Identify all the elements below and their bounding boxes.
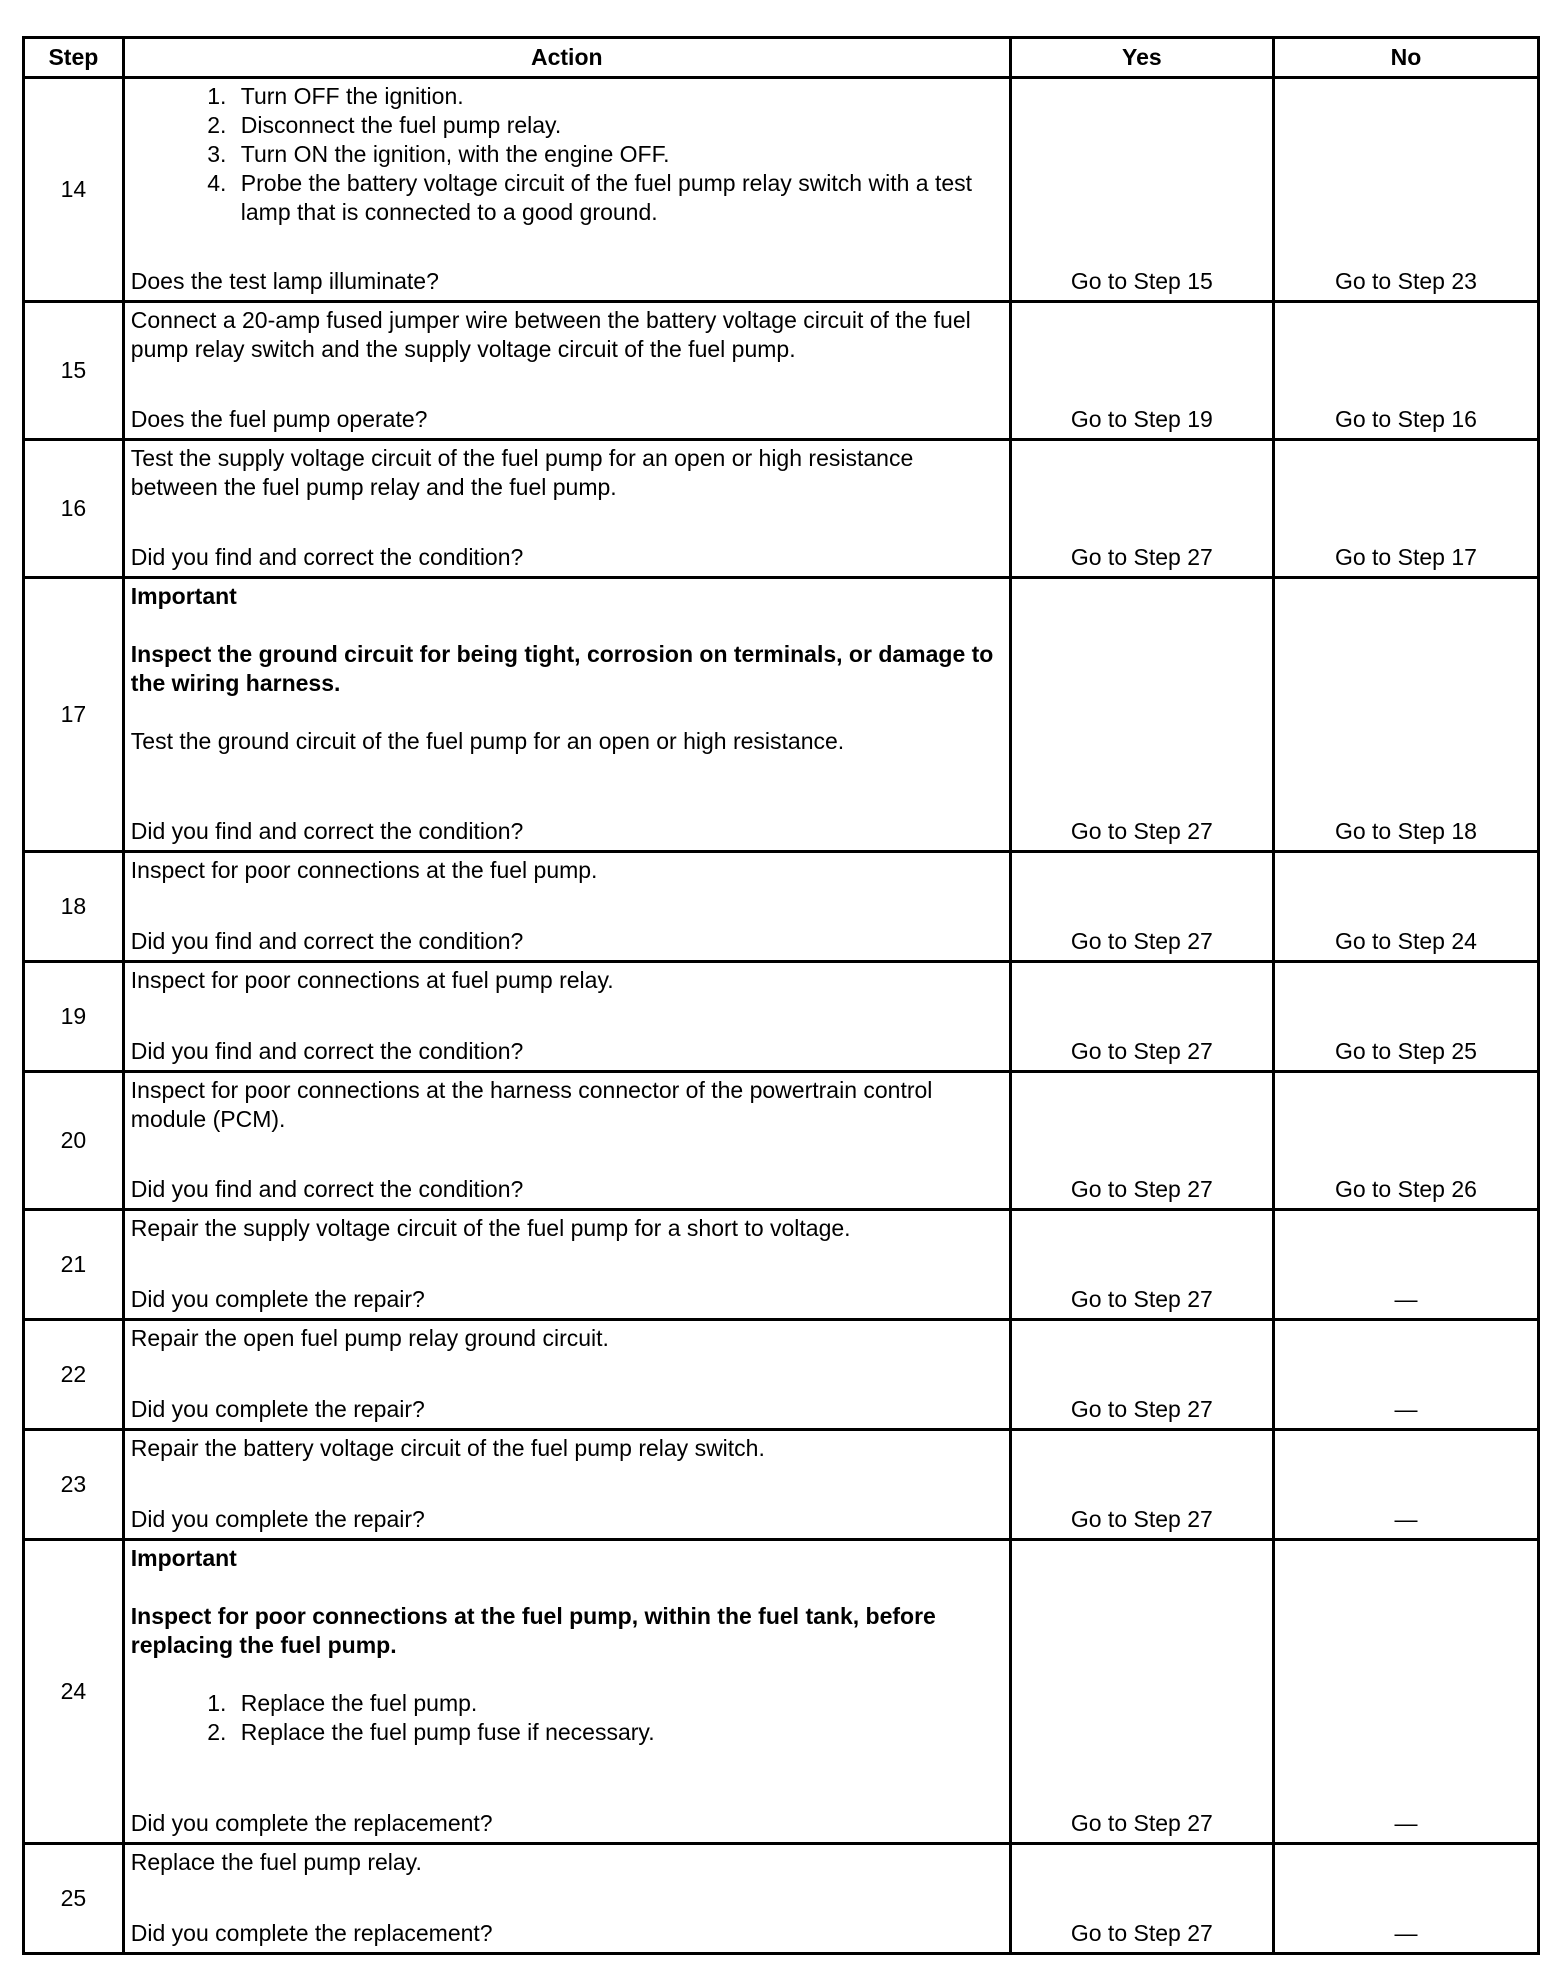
action-cell: [123, 78, 1010, 302]
list-item: 4. Probe the battery voltage circuit of the fuel pump relay switch with a test lamp that is connected to a good ground.: [233, 169, 1003, 227]
list-item: 3. Turn ON the ignition, with the engine OFF.: [233, 140, 1003, 169]
yes-result: Go to Step 27: [1010, 1072, 1273, 1210]
list-item: 1. Turn OFF the ignition.: [233, 82, 1003, 111]
important-text: Inspect the ground circuit for being tight, corrosion on terminals, or damage to the wiring harness.: [130, 641, 994, 696]
table-row: [24, 1844, 1539, 1954]
table-row: [24, 578, 1539, 852]
action-question: Did you complete the replacement?: [130, 1920, 493, 1946]
step-number: 17: [24, 578, 124, 852]
table-row: [24, 1430, 1539, 1540]
important-text: Inspect for poor connections at the fuel pump, within the fuel tank, before replacing the fuel pump.: [130, 1603, 936, 1658]
header-yes: Yes: [1010, 38, 1273, 78]
no-result: —: [1273, 1540, 1538, 1844]
important-label: Important: [130, 1545, 237, 1571]
action-text: Repair the battery voltage circuit of the fuel pump relay switch.: [130, 1435, 765, 1461]
table-row: [24, 1072, 1539, 1210]
yes-result: Go to Step 27: [1010, 1210, 1273, 1320]
step-number: 16: [24, 440, 124, 578]
table-header-row: [24, 38, 1539, 78]
yes-result: Go to Step 27: [1010, 1540, 1273, 1844]
table-row: [24, 1320, 1539, 1430]
yes-result: Go to Step 27: [1010, 852, 1273, 962]
no-result: —: [1273, 1430, 1538, 1540]
step-number: 24: [24, 1540, 124, 1844]
action-text: Replace the fuel pump relay.: [130, 1849, 422, 1875]
action-question: Did you complete the repair?: [130, 1286, 425, 1312]
action-cell: [123, 1210, 1010, 1320]
action-text: Inspect for poor connections at fuel pump relay.: [130, 967, 614, 993]
yes-result: Go to Step 19: [1010, 302, 1273, 440]
no-result: Go to Step 16: [1273, 302, 1538, 440]
step-number: 21: [24, 1210, 124, 1320]
no-result: —: [1273, 1210, 1538, 1320]
action-question: Did you complete the repair?: [130, 1506, 425, 1532]
action-list: [131, 1689, 1003, 1747]
action-question: Did you find and correct the condition?: [130, 544, 524, 570]
action-question: Does the test lamp illuminate?: [130, 268, 439, 294]
action-cell: [123, 1320, 1010, 1430]
step-number: 23: [24, 1430, 124, 1540]
action-text: Inspect for poor connections at the fuel pump.: [130, 857, 598, 883]
table-row: [24, 78, 1539, 302]
no-result: Go to Step 24: [1273, 852, 1538, 962]
diagnostic-steps-table: [22, 36, 1540, 1955]
action-question: Did you complete the repair?: [130, 1396, 425, 1422]
no-result: Go to Step 23: [1273, 78, 1538, 302]
action-cell: [123, 1430, 1010, 1540]
action-cell: [123, 1540, 1010, 1844]
action-cell: [123, 852, 1010, 962]
step-number: 20: [24, 1072, 124, 1210]
action-cell: [123, 440, 1010, 578]
yes-result: Go to Step 27: [1010, 578, 1273, 852]
action-cell: [123, 302, 1010, 440]
action-text: Repair the supply voltage circuit of the fuel pump for a short to voltage.: [130, 1215, 851, 1241]
step-number: 15: [24, 302, 124, 440]
action-question: Did you find and correct the condition?: [130, 1038, 524, 1064]
header-action: Action: [123, 38, 1010, 78]
no-result: Go to Step 18: [1273, 578, 1538, 852]
yes-result: Go to Step 27: [1010, 1844, 1273, 1954]
table-row: [24, 962, 1539, 1072]
action-text: Inspect for poor connections at the harness connector of the powertrain control module (PCM).: [130, 1077, 933, 1132]
no-result: —: [1273, 1320, 1538, 1430]
action-text: Repair the open fuel pump relay ground circuit.: [130, 1325, 609, 1351]
table-row: [24, 1210, 1539, 1320]
action-cell: [123, 578, 1010, 852]
step-number: 18: [24, 852, 124, 962]
table-row: [24, 440, 1539, 578]
yes-result: Go to Step 27: [1010, 1320, 1273, 1430]
action-question: Did you find and correct the condition?: [130, 1176, 524, 1202]
step-number: 14: [24, 78, 124, 302]
step-number: 25: [24, 1844, 124, 1954]
list-item: 2. Disconnect the fuel pump relay.: [233, 111, 1003, 140]
table-row: [24, 1540, 1539, 1844]
yes-result: Go to Step 27: [1010, 440, 1273, 578]
step-number: 22: [24, 1320, 124, 1430]
yes-result: Go to Step 15: [1010, 78, 1273, 302]
table-row: [24, 852, 1539, 962]
header-no: No: [1273, 38, 1538, 78]
action-cell: [123, 962, 1010, 1072]
list-item: 2. Replace the fuel pump fuse if necessary.: [233, 1718, 1003, 1747]
action-cell: [123, 1844, 1010, 1954]
action-list: [131, 82, 1003, 227]
action-cell: [123, 1072, 1010, 1210]
list-item: 1. Replace the fuel pump.: [233, 1689, 1003, 1718]
no-result: Go to Step 25: [1273, 962, 1538, 1072]
important-label: Important: [130, 583, 237, 609]
action-question: Did you find and correct the condition?: [130, 818, 524, 844]
action-question: Does the fuel pump operate?: [130, 406, 428, 432]
header-step: Step: [24, 38, 124, 78]
step-number: 19: [24, 962, 124, 1072]
action-text: Test the supply voltage circuit of the fuel pump for an open or high resistance between the fuel pump relay and the fuel pump.: [130, 445, 914, 500]
no-result: Go to Step 26: [1273, 1072, 1538, 1210]
no-result: —: [1273, 1844, 1538, 1954]
action-question: Did you complete the replacement?: [130, 1810, 493, 1836]
yes-result: Go to Step 27: [1010, 1430, 1273, 1540]
action-question: Did you find and correct the condition?: [130, 928, 524, 954]
no-result: Go to Step 17: [1273, 440, 1538, 578]
yes-result: Go to Step 27: [1010, 962, 1273, 1072]
action-text: Test the ground circuit of the fuel pump for an open or high resistance.: [130, 728, 845, 754]
action-text: Connect a 20-amp fused jumper wire between the battery voltage circuit of the fuel pump relay switch and the supply voltage circuit of the fuel pump.: [130, 307, 971, 362]
diagnostic-table: [22, 36, 1540, 1955]
table-row: [24, 302, 1539, 440]
